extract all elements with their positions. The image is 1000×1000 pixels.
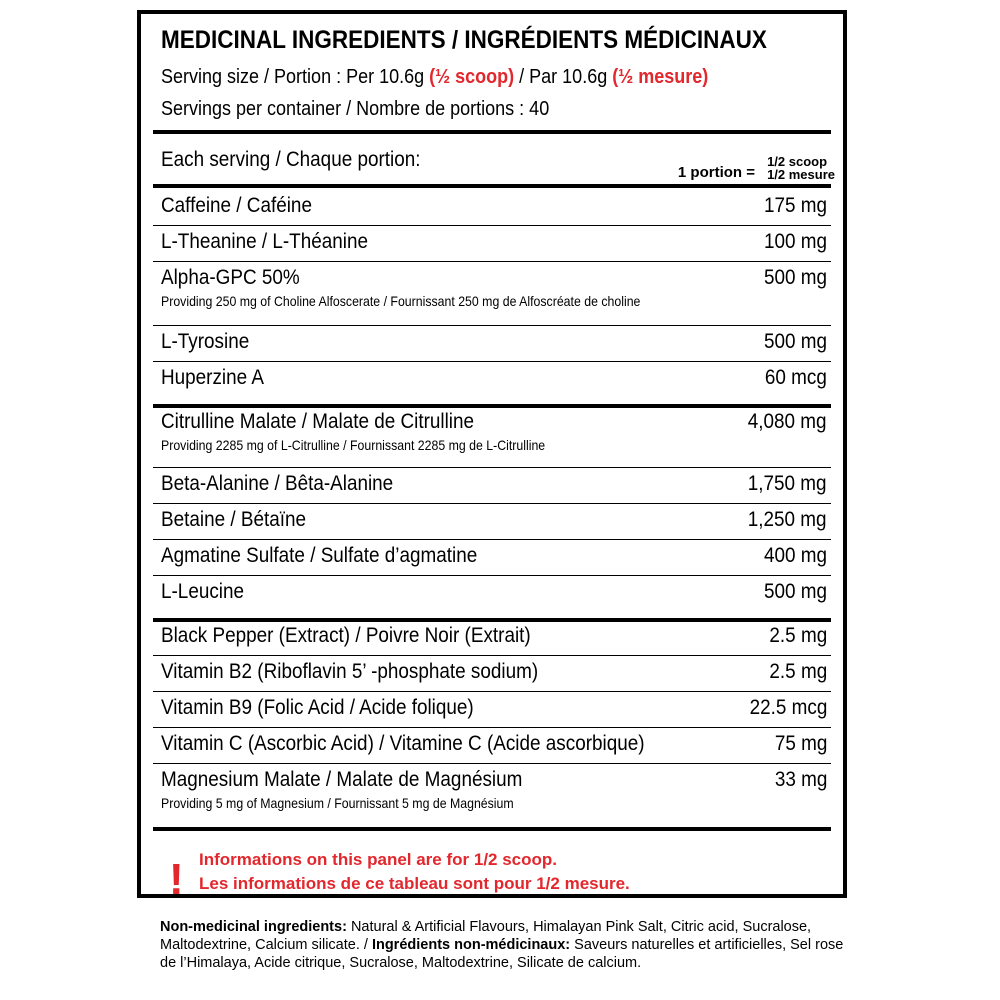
ingredient-amount: 2.5 mg — [769, 624, 827, 647]
non-medicinal-label-fr: Ingrédients non-médicinaux: — [371, 937, 571, 953]
ingredient-note: Providing 5 mg of Magnesium / Fournissant 5 mg de Magnésium — [161, 795, 514, 811]
ingredient-name: Beta-Alanine / Bêta-Alanine — [161, 472, 394, 495]
portion-mesure: 1/2 mesure — [767, 167, 835, 182]
ingredient-name: Huperzine A — [161, 366, 264, 389]
row-divider — [153, 404, 831, 408]
ingredient-name: Vitamin B9 (Folic Acid / Acide folique) — [161, 696, 474, 719]
warning-exclamation-icon: ! — [169, 855, 184, 904]
row-divider — [153, 467, 831, 468]
divider — [153, 827, 831, 831]
ingredient-name: Vitamin B2 (Riboflavin 5’ -phosphate sodium) — [161, 660, 539, 683]
row-divider — [153, 539, 831, 540]
servings-per-container: Servings per container / Nombre de portions : 40 — [161, 98, 550, 120]
ingredient-note: Providing 250 mg of Choline Alfoscerate / Fournissant 250 mg de Alfoscréate de choline — [161, 293, 641, 309]
ingredient-name: Vitamin C (Ascorbic Acid) / Vitamine C (Acide ascorbique) — [161, 732, 645, 755]
serving-size-middle: / Par 10.6g — [514, 66, 613, 88]
ingredient-name: L-Tyrosine — [161, 330, 250, 353]
ingredient-amount: 60 mcg — [765, 366, 827, 389]
row-divider — [153, 727, 831, 728]
ingredient-amount: 22.5 mcg — [749, 696, 827, 719]
row-divider — [153, 618, 831, 622]
serving-size-line — [161, 66, 708, 89]
ingredient-name: Alpha-GPC 50% — [161, 266, 300, 289]
serving-size-prefix: Serving size / Portion : Per 10.6g — [161, 66, 430, 88]
ingredient-amount: 400 mg — [763, 544, 827, 567]
each-serving-label: Each serving / Chaque portion: — [161, 148, 421, 171]
row-divider — [153, 225, 831, 226]
row-divider — [153, 361, 831, 362]
ingredient-amount: 500 mg — [763, 330, 827, 353]
warning-line-en: Informations on this panel are for 1/2 scoop. — [199, 850, 558, 869]
ingredient-amount: 75 mg — [774, 732, 827, 755]
ingredient-amount: 100 mg — [763, 230, 827, 253]
ingredient-amount: 175 mg — [763, 194, 827, 217]
row-divider — [153, 325, 831, 326]
serving-scoop-en: (½ scoop) — [429, 66, 515, 88]
ingredient-name: Magnesium Malate / Malate de Magnésium — [161, 768, 523, 791]
row-divider — [153, 691, 831, 692]
ingredient-name: L-Leucine — [161, 580, 245, 603]
panel-title: MEDICINAL INGREDIENTS / INGRÉDIENTS MÉDICINAUX — [161, 26, 767, 54]
ingredient-amount: 2.5 mg — [769, 660, 827, 683]
ingredient-note: Providing 2285 mg of L-Citrulline / Fournissant 2285 mg de L-Citrulline — [161, 437, 546, 453]
portion-label: 1 portion = — [677, 164, 755, 181]
ingredient-name: Caffeine / Caféine — [161, 194, 312, 217]
medicinal-ingredients-panel — [137, 10, 847, 904]
ingredient-amount: 4,080 mg — [748, 410, 827, 433]
non-medicinal-label-en: Non-medicinal ingredients: — [160, 919, 347, 935]
portion-fraction — [767, 155, 835, 181]
ingredient-amount: 1,750 mg — [748, 472, 827, 495]
ingredient-name: Citrulline Malate / Malate de Citrulline — [161, 410, 475, 433]
serving-scoop-fr: (½ mesure) — [612, 66, 709, 88]
row-divider — [153, 575, 831, 576]
ingredient-amount: 1,250 mg — [748, 508, 827, 531]
divider — [153, 130, 831, 134]
ingredient-name: L-Theanine / L-Théanine — [161, 230, 368, 253]
warning-line-fr: Les informations de ce tableau sont pour 1/2 mesure. — [199, 874, 630, 893]
row-divider — [153, 763, 831, 764]
row-divider — [153, 503, 831, 504]
ingredient-name: Agmatine Sulfate / Sulfate d’agmatine — [161, 544, 478, 567]
divider — [153, 184, 831, 188]
portion-scoop: 1/2 scoop — [767, 154, 828, 169]
non-medicinal-text-fr: Saveurs naturelles et artificielles, Sel rose de l’Himalaya, Acide citrique, Sucralose, Maltodextrine, Silicate de calcium. — [160, 937, 844, 971]
non-medicinal-ingredients — [160, 918, 850, 972]
row-divider — [153, 261, 831, 262]
ingredient-amount: 33 mg — [774, 768, 827, 791]
ingredient-name: Black Pepper (Extract) / Poivre Noir (Extrait) — [161, 624, 531, 647]
non-medicinal-text-en: Natural & Artificial Flavours, Himalayan Pink Salt, Citric acid, Sucralose, Maltodextrine, Calcium silicate. / — [160, 919, 812, 953]
ingredient-amount: 500 mg — [763, 580, 827, 603]
row-divider — [153, 655, 831, 656]
ingredient-amount: 500 mg — [763, 266, 827, 289]
ingredient-name: Betaine / Bétaïne — [161, 508, 307, 531]
